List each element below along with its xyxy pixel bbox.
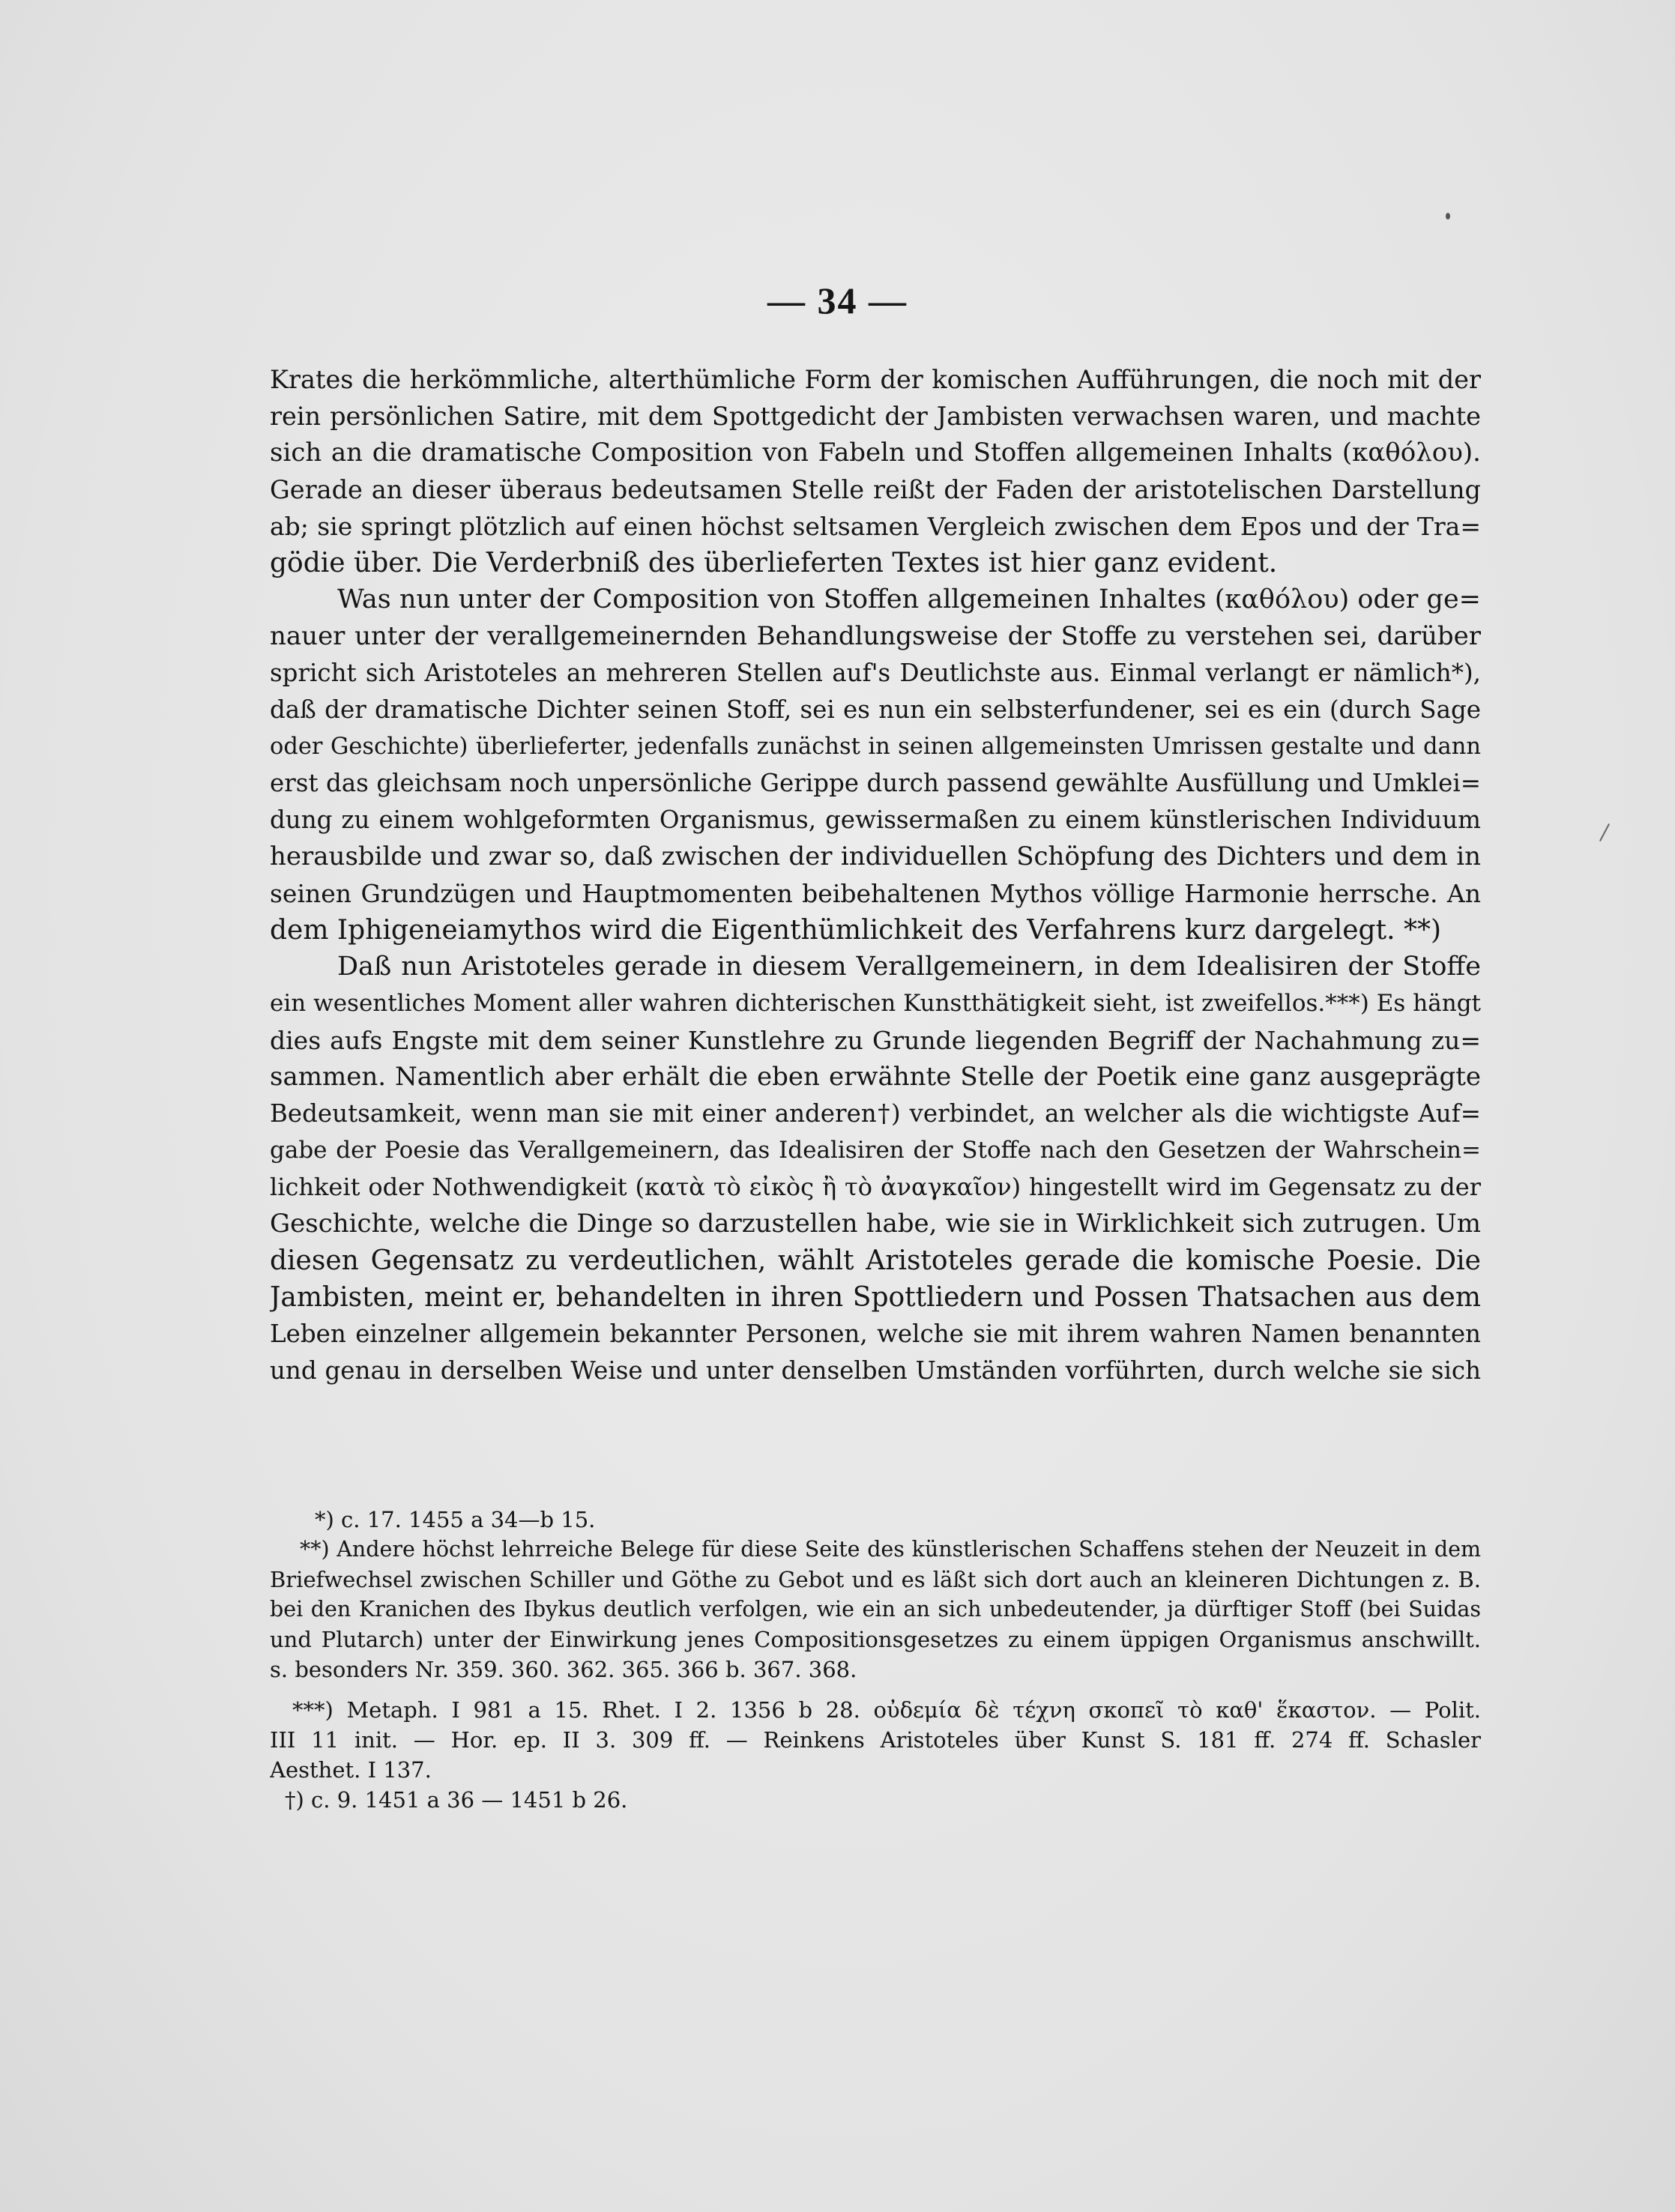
- footnotes: [270, 1505, 1481, 1815]
- text-line: Leben einzelner allgemein bekannter Personen, welche sie mit ihrem wahren Namen benannten: [270, 1320, 1481, 1348]
- footnote-line: III 11 init. — Hor. ep. II 3. 309 ff. — Reinkens Aristoteles über Kunst S. 181 ff. 274 ff. Schasler: [270, 1727, 1481, 1753]
- text-line: und genau in derselben Weise und unter denselben Umständen vorführten, durch welche sie sich: [270, 1356, 1481, 1385]
- footnote-line: und Plutarch) unter der Einwirkung jenes Compositionsgesetzes zu einem üppigen Organismus anschwillt.: [270, 1627, 1481, 1652]
- main-text: [270, 361, 1481, 1389]
- footnote-line: ***) Metaph. I 981 a 15. Rhet. I 2. 1356 b 28. οὐδεμία δὲ τέχνη σκοπεῖ τὸ καθ' ἕκαστον. — Polit.: [292, 1697, 1481, 1723]
- footnote-line: †) c. 9. 1451 a 36 — 1451 b 26.: [285, 1787, 628, 1813]
- text-line: Gerade an dieser überaus bedeutsamen Stelle reißt der Faden der aristotelischen Darstellung: [270, 475, 1481, 504]
- text-line: diesen Gegensatz zu verdeutlichen, wählt Aristoteles gerade die komische Poesie. Die: [270, 1245, 1481, 1276]
- scan-speck: [1446, 213, 1450, 220]
- text-line: Daß nun Aristoteles gerade in diesem Verallgemeinern, in dem Idealisiren der Stoffe: [337, 952, 1481, 982]
- text-line: sich an die dramatische Composition von Fabeln und Stoffen allgemeinen Inhalts (καθόλου).: [270, 438, 1481, 468]
- text-line: Krates die herkömmliche, alterthümliche Form der komischen Aufführungen, die noch mit der: [270, 365, 1481, 394]
- text-line: ab; sie springt plötzlich auf einen höchst seltsamen Vergleich zwischen dem Epos und der Tra=: [270, 512, 1481, 541]
- text-line: gabe der Poesie das Verallgemeinern, das Idealisiren der Stoffe nach den Gesetzen der Wahrschein=: [270, 1137, 1481, 1164]
- text-line: spricht sich Aristoteles an mehreren Stellen auf's Deutlichste aus. Einmal verlangt er nämlich*),: [270, 659, 1481, 687]
- page-number: — 34 —: [767, 279, 908, 321]
- text-line: Was nun unter der Composition von Stoffen allgemeinen Inhaltes (καθόλου) oder ge=: [337, 584, 1481, 614]
- text-line: herausbilde und zwar so, daß zwischen der individuellen Schöpfung des Dichters und dem in: [270, 841, 1481, 871]
- text-line: daß der dramatische Dichter seinen Stoff, sei es nun ein selbsterfundener, sei es ein (durch Sage: [270, 695, 1481, 724]
- text-line: dies aufs Engste mit dem seiner Kunstlehre zu Grunde liegenden Begriff der Nachahmung zu=: [270, 1026, 1481, 1055]
- footnote-line: Briefwechsel zwischen Schiller und Göthe zu Gebot und es läßt sich dort auch an kleineren Dichtungen z. B.: [270, 1567, 1481, 1592]
- text-line: erst das gleichsam noch unpersönliche Gerippe durch passend gewählte Ausfüllung und Umklei=: [270, 769, 1481, 797]
- footnote-line: **) Andere höchst lehrreiche Belege für diese Seite des künstlerischen Schaffens stehen der Neuzeit in dem: [300, 1537, 1481, 1562]
- text-line: seinen Grundzügen und Hauptmomenten beibehaltenen Mythos völlige Harmonie herrsche. An: [270, 879, 1481, 908]
- footnote-line: Aesthet. I 137.: [270, 1757, 432, 1783]
- footnote-line: *) c. 17. 1455 a 34—b 15.: [315, 1507, 596, 1532]
- text-line: lichkeit oder Nothwendigkeit (κατὰ τὸ εἰκὸς ἢ τὸ ἀναγκαῖον) hingestellt wird im Gegensatz zu der: [270, 1173, 1481, 1201]
- text-line: gödie über. Die Verderbniß des überlieferten Textes ist hier ganz evident.: [270, 548, 1278, 578]
- text-line: oder Geschichte) überlieferter, jedenfalls zunächst in seinen allgemeinsten Umrissen gestalte und dann: [270, 734, 1481, 760]
- footnote-line: s. besonders Nr. 359. 360. 362. 365. 366 b. 367. 368.: [270, 1657, 857, 1682]
- text-line: Jambisten, meint er, behandelten in ihren Spottliedern und Possen Thatsachen aus dem: [270, 1282, 1481, 1313]
- text-line: sammen. Namentlich aber erhält die eben erwähnte Stelle der Poetik eine ganz ausgeprägte: [270, 1062, 1481, 1092]
- footnote-line: bei den Kranichen des Ibykus deutlich verfolgen, wie ein an sich unbedeutender, ja dürftiger Stoff (bei Suidas: [270, 1597, 1481, 1622]
- text-line: dem Iphigeneiamythos wird die Eigenthümlichkeit des Verfahrens kurz dargelegt. **): [270, 915, 1441, 946]
- text-line: Bedeutsamkeit, wenn man sie mit einer anderen†) verbindet, an welcher als die wichtigste Auf=: [270, 1099, 1481, 1128]
- text-line: nauer unter der verallgemeinernden Behandlungsweise der Stoffe zu verstehen sei, darüber: [270, 621, 1481, 651]
- scan-mark: [1599, 824, 1610, 841]
- text-line: ein wesentliches Moment aller wahren dichterischen Kunstthätigkeit sieht, ist zweifellos.***) Es hängt: [270, 990, 1481, 1017]
- text-line: dung zu einem wohlgeformten Organismus, gewissermaßen zu einem künstlerischen Individuum: [270, 806, 1481, 834]
- text-line: rein persönlichen Satire, mit dem Spottgedicht der Jambisten verwachsen waren, und machte: [270, 402, 1481, 431]
- text-line: Geschichte, welche die Dinge so darzustellen habe, wie sie in Wirklichkeit sich zutrugen. Um: [270, 1209, 1481, 1239]
